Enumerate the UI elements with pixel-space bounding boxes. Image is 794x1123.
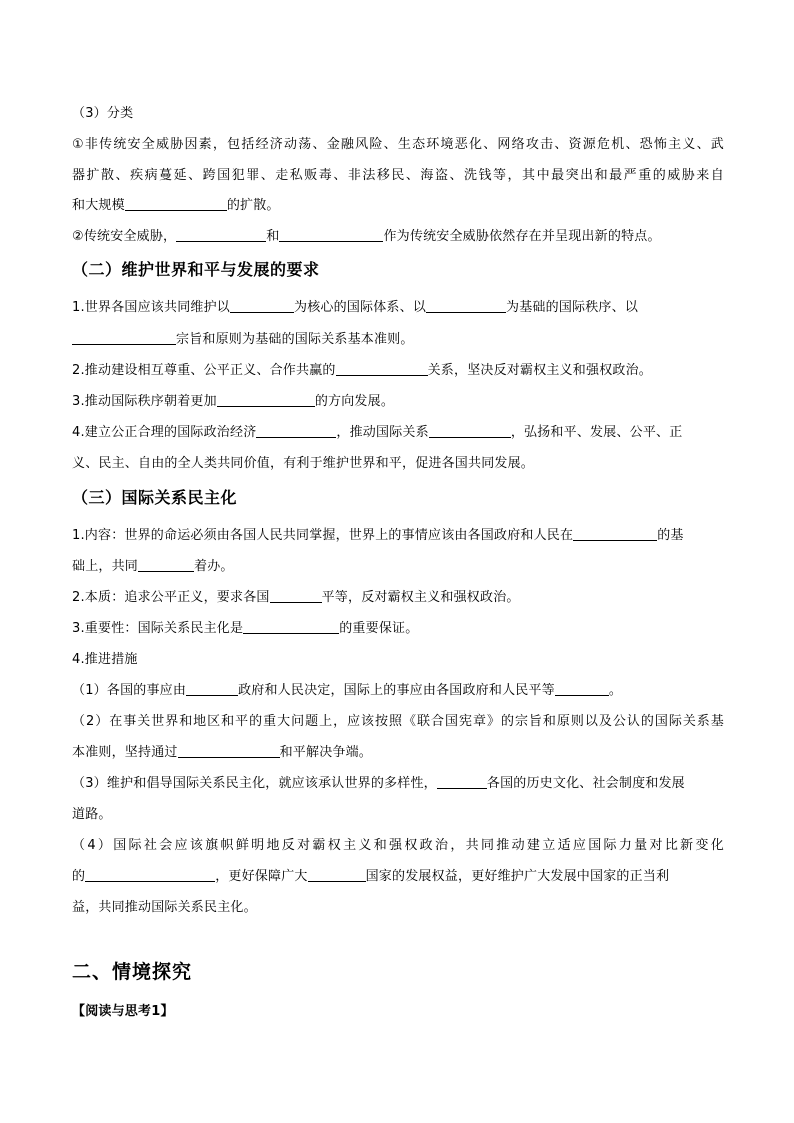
fill-blank[interactable] [85,867,215,882]
fill-blank[interactable] [256,423,336,438]
measure-2-line-2: 本准则，坚持通过 和平解决争端。 [72,745,373,760]
fill-blank[interactable] [138,557,194,572]
fill-blank[interactable] [72,330,176,345]
heading-democratization: （三）国际关系民主化 [72,488,238,507]
req-1-line-2: 宗旨和原则为基础的国际关系基本准则。 [72,330,414,350]
heading-scenario: 二、情境探究 [72,961,193,983]
fill-blank[interactable] [308,867,366,882]
fill-blank[interactable] [186,681,238,696]
section-3-heading: （3）分类 [72,106,134,121]
req-3-line: 3.推动国际秩序朝着更加 的方向发展。 [72,394,395,409]
reading-label: 【阅读与思考1】 [72,1004,174,1019]
dem-1-line-1: 1.内容：世界的命运必须由各国人民共同掌握，世界上的事情应该由各国政府和人民在 的基 [72,528,684,543]
req-1-line-1: 1.世界各国应该共同维护以 为核心的国际体系、以 为基础的国际秩序、以 [72,300,639,315]
fill-blank[interactable] [178,743,280,758]
measure-4-line-3: 益，共同推动国际关系民主化。 [72,900,257,915]
dem-1-line-2: 础上，共同 着办。 [72,559,234,574]
fill-blank[interactable] [279,227,383,242]
fill-blank[interactable] [429,423,511,438]
fill-blank[interactable] [176,227,266,242]
fill-blank[interactable] [230,298,294,313]
measure-4-line-2: 的 ，更好保障广大 国家的发展权益，更好维护广大发展中国家的正当利 [72,869,670,884]
fill-blank[interactable] [573,526,657,541]
measure-1-line: （1）各国的事应由 政府和人民决定，国际上的事应由各国政府和人民平等 。 [72,683,623,698]
measure-3-line-2: 道路。 [72,807,112,822]
fill-blank[interactable] [217,392,315,407]
item-1-line-3: 和大规模 的扩散。 [72,198,280,213]
dem-3-line: 3.重要性：国际关系民主化是 的重要保证。 [72,621,419,636]
item-1-line-1: ①非传统安全威胁因素，包括经济动荡、金融风险、生态环境恶化、网络攻击、资源危机、恐怖主义、武 [72,137,724,152]
fill-blank[interactable] [426,298,506,313]
measure-3-line-1: （3）维护和倡导国际关系民主化，就应该承认世界的多样性， 各国的历史文化、社会制度和发展 [72,776,685,791]
fill-blank[interactable] [125,196,227,211]
dem-2-line: 2.本质：追求公平正义，要求各国 平等，反对霸权主义和强权政治。 [72,590,520,605]
measure-4-line-1: （4）国际社会应该旗帜鲜明地反对霸权主义和强权政治，共同推动建立适应国际力量对比新变化 [72,838,724,853]
fill-blank[interactable] [336,361,428,376]
measure-2-line-1: （2）在事关世界和地区和平的重大问题上，应该按照《联合国宪章》的宗旨和原则以及公认的国际关系基 [72,714,724,729]
fill-blank[interactable] [270,588,322,603]
fill-blank[interactable] [243,619,339,634]
fill-blank[interactable] [555,681,609,696]
dem-4-line: 4.推进措施 [72,652,138,667]
req-4-line-2: 义、民主、自由的全人类共同价值，有利于维护世界和平，促进各国共同发展。 [72,456,535,471]
heading-requirements: （二）维护世界和平与发展的要求 [72,260,320,279]
req-4-line-1: 4.建立公正合理的国际政治经济 ，推动国际关系 ，弘扬和平、发展、公平、正 [72,425,683,440]
req-2-line: 2.推动建设相互尊重、公平正义、合作共赢的 关系，坚决反对霸权主义和强权政治。 [72,363,653,378]
item-1-line-2: 器扩散、疾病蔓延、跨国犯罪、走私贩毒、非法移民、海盗、洗钱等，其中最突出和最严重的威胁来自 [72,168,724,183]
item-2-line: ②传统安全威胁， 和 作为传统安全威胁依然存在并呈现出新的特点。 [72,229,661,244]
fill-blank[interactable] [437,774,487,789]
